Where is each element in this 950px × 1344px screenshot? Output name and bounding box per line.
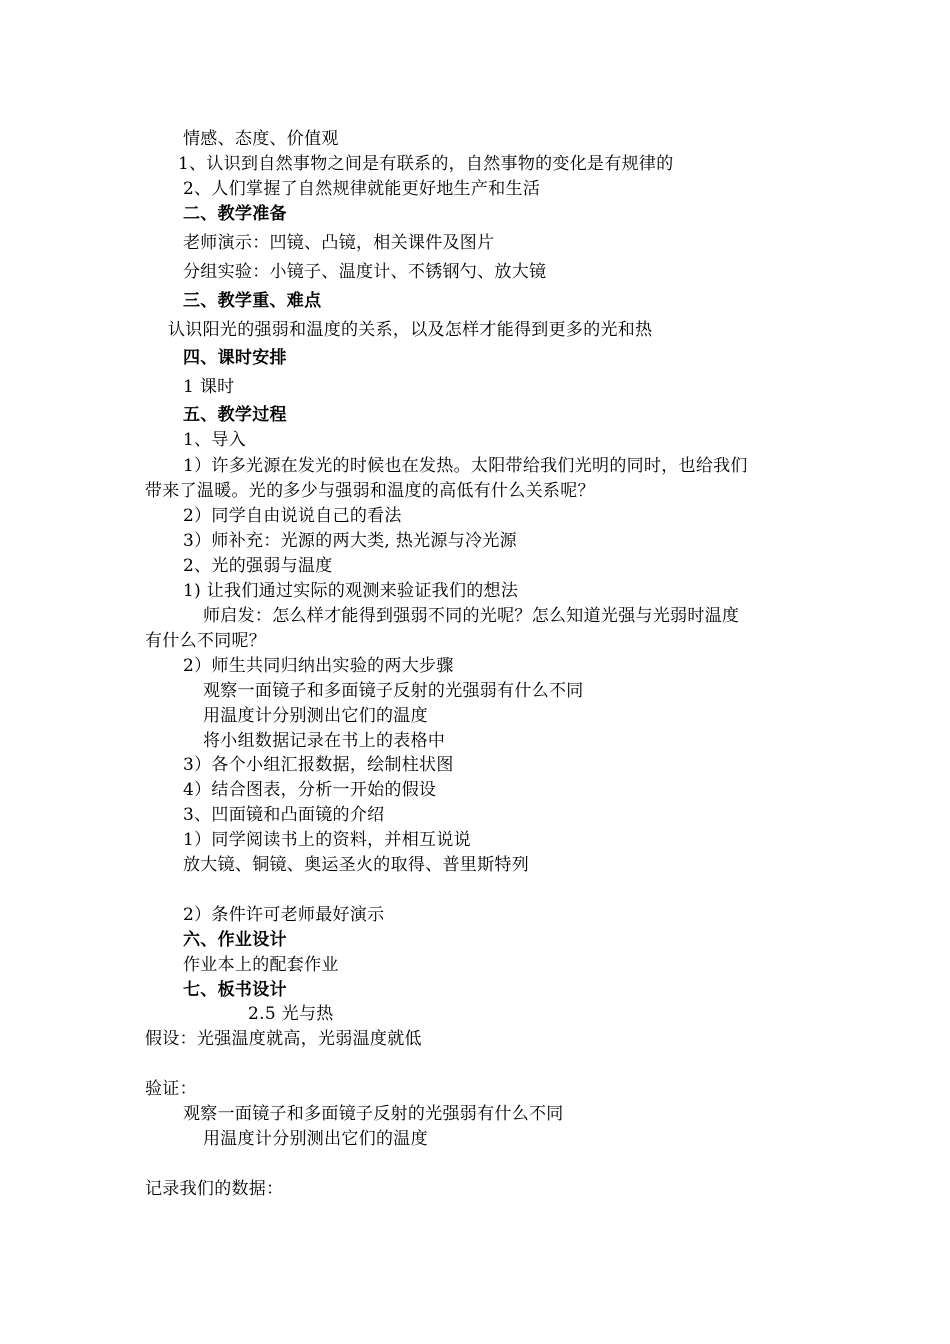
lesson-count: 1 课时: [183, 377, 235, 397]
heading-board-design: 七、板书设计: [183, 980, 287, 1000]
teacher-prompt-line-2: 有什么不同呢？: [145, 631, 267, 651]
experiment-step-observe: 观察一面镜子和多面镜子反射的光强弱有什么不同: [203, 681, 584, 701]
objective-item-2: 2、人们掌握了自然规律就能更好地生产和生活: [183, 179, 541, 199]
preparation-group-experiment: 分组实验：小镜子、温度计、不锈钢勺、放大镜: [183, 262, 547, 282]
heading-key-difficult-points: 三、教学重、难点: [183, 291, 322, 311]
light-temp-item-4: 4）结合图表，分析一开始的假设: [183, 780, 437, 800]
board-verification-measure: 用温度计分别测出它们的温度: [203, 1129, 428, 1149]
process-step-mirrors: 3、凹面镜和凸面镜的介绍: [183, 805, 385, 825]
experiment-step-measure: 用温度计分别测出它们的温度: [203, 706, 428, 726]
light-temp-item-2: 2）师生共同归纳出实验的两大步骤: [183, 656, 454, 676]
board-record-data: 记录我们的数据：: [145, 1179, 284, 1199]
board-verification-observe: 观察一面镜子和多面镜子反射的光强弱有什么不同: [183, 1104, 564, 1124]
experiment-step-record: 将小组数据记录在书上的表格中: [203, 731, 446, 751]
intro-item-3: 3）师补充：光源的两大类, 热光源与冷光源: [183, 531, 517, 551]
board-title: 2.5 光与热: [248, 1004, 334, 1024]
intro-item-2: 2）同学自由说说自己的看法: [183, 506, 402, 526]
homework-text: 作业本上的配套作业: [183, 955, 339, 975]
intro-item-1-line-1: 1）许多光源在发光的时候也在发热。太阳带给我们光明的同时，也给我们: [183, 456, 748, 476]
intro-item-1-line-2: 带来了温暖。光的多少与强弱和温度的高低有什么关系呢？: [145, 481, 595, 501]
heading-lesson-schedule: 四、课时安排: [183, 348, 287, 368]
key-points-text: 认识阳光的强弱和温度的关系，以及怎样才能得到更多的光和热: [168, 320, 653, 340]
mirrors-examples: 放大镜、铜镜、奥运圣火的取得、普里斯特列: [183, 855, 529, 875]
objective-item-1: 1、认识到自然事物之间是有联系的，自然事物的变化是有规律的: [178, 154, 674, 174]
mirrors-item-1: 1）同学阅读书上的资料，并相互说说: [183, 830, 471, 850]
process-step-light-temperature: 2、光的强弱与温度: [183, 556, 333, 576]
preparation-teacher-demo: 老师演示：凹镜、凸镜，相关课件及图片: [183, 233, 495, 253]
board-verification-label: 验证：: [145, 1079, 197, 1099]
board-hypothesis: 假设：光强温度就高，光弱温度就低: [145, 1029, 422, 1049]
heading-teaching-process: 五、教学过程: [183, 405, 287, 425]
mirrors-item-2: 2）条件许可老师最好演示: [183, 905, 385, 925]
light-temp-item-3: 3）各个小组汇报数据，绘制柱状图: [183, 755, 454, 775]
process-step-intro: 1、导入: [183, 430, 247, 450]
section-subheading-attitude: 情感、态度、价值观: [183, 129, 339, 149]
teacher-prompt-line-1: 师启发：怎么样才能得到强弱不同的光呢？怎么知道光强与光弱时温度: [203, 606, 740, 626]
light-temp-item-1: 1) 让我们通过实际的观测来验证我们的想法: [183, 581, 519, 601]
heading-teaching-preparation: 二、教学准备: [183, 204, 287, 224]
heading-homework-design: 六、作业设计: [183, 930, 287, 950]
